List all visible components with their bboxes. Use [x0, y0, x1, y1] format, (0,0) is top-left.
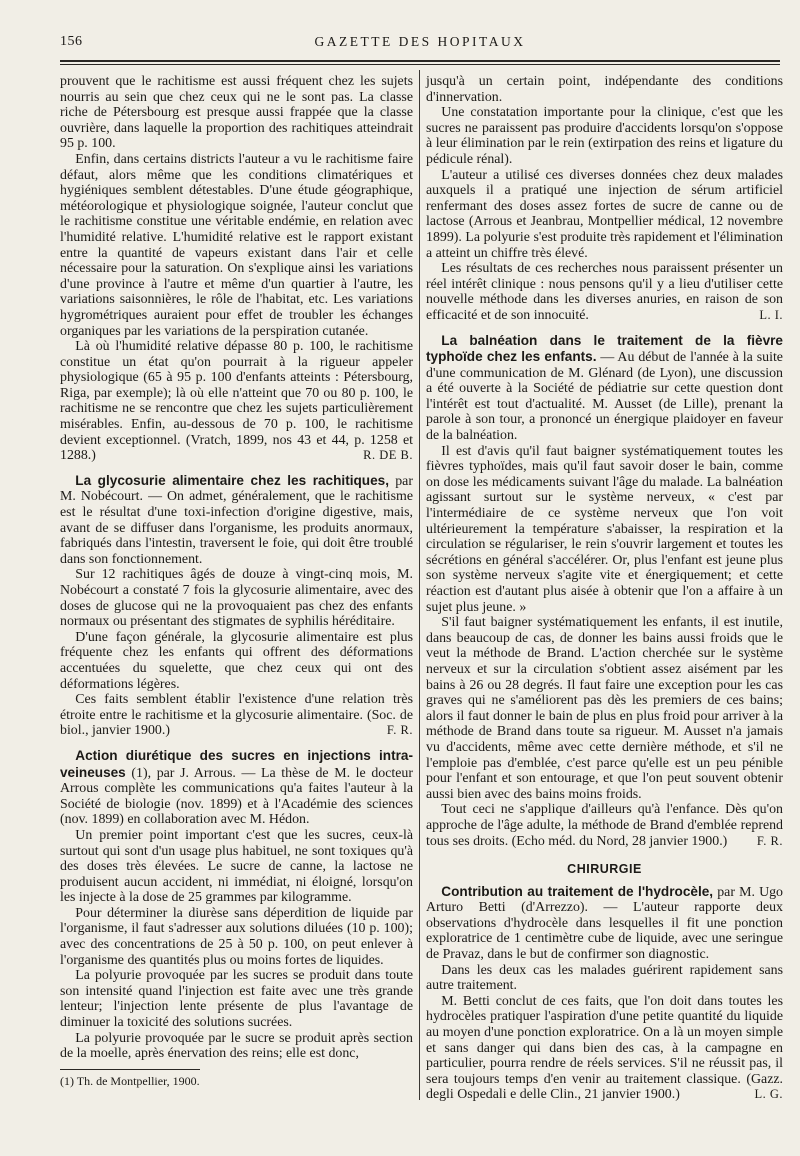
left-column [60, 74, 413, 1089]
paragraph: Dans les deux cas les malades guérirent rapidement sans autre traitement. [426, 962, 783, 994]
paragraph-text: Les résultats de ces recherches nous paraissent présenter un réel intérêt clinique : nous pensons qu'il y a lieu d'utiliser cette nouvelle méthode dans les diverses anuries, en raison de son efficacité et de son innocuité. [426, 261, 783, 323]
paragraph: L'auteur a utilisé ces diverses données chez deux malades auxquels il a pratiqué une injection de sérum artificiel renfermant des doses assez fortes de sucre de canne ou de lactose (Arrous et Jeanbrau, Montpellier médical, 12 novembre 1899). La polyurie s'est produite très rapidement et l'élimination a atteint un chiffre très élevé. [426, 167, 783, 261]
paragraph: Sur 12 rachitiques âgés de douze à vingt-cinq mois, M. Nobécourt a constaté 7 fois la glycosurie alimentaire, avec des doses de glucose qui ne la provoquaient pas chez des enfants normaux ou présentant des stigmates de syphilis héréditaire. [60, 567, 413, 630]
paragraph: La polyurie provoquée par les sucres se produit dans toute son intensité quand l'injection est faite avec une très grande lenteur; l'injection lente présente de plus l'avantage de diminuer la toxicité des solutions sucrées. [60, 968, 413, 1031]
paragraph-text: Tout ceci ne s'applique d'ailleurs qu'à l'enfance. Dès qu'on approche de l'âge adulte, la méthode de Brand d'emblée reprend tous ses droits. (Echo méd. du Nord, 28 janvier 1900.) [426, 802, 783, 849]
paragraph-text: — Au début de l'année à la suite d'une communication de M. Glénard (de Lyon), une discussion a été ouverte à la Société de pédiatrie sur cette question dont l'intérêt est tout d'actualité. M. Ausset (de Lille), prenant la parole à son tour, a prononcé un énergique plaidoyer en faveur de la balnéation. [426, 350, 783, 444]
paragraph [426, 261, 783, 323]
paragraph: prouvent que le rachitisme est aussi fréquent chez les sujets nourris au sein que chez ceux qui ne le sont pas. La classe riche de Pétersbourg est presque aussi frappée que la classe ouvrière, dans laquelle la proportion des rachitiques atteindrait 95 p. 100. [60, 74, 413, 152]
paragraph [60, 339, 413, 464]
paragraph-text: Là où l'humidité relative dépasse 80 p. 100, le rachitisme constitue un état qu'on pourrait à la rigueur appeler physiologique (65 à 95 p. 100 d'enfants atteints : Pétersbourg, Riga, par exemple); là où elle n'atteint que 70 ou 80 p. 100, le rachitisme ne se rencontre que chez les sujets particulièrement misérables. Enfin, au-dessous de 70 p. 100, le rachitisme devient exceptionnel. (Vratch, 1899, nos 43 et 44, p. 1258 et 1288.) [60, 339, 413, 464]
author-signature: F. R. [756, 833, 783, 848]
paragraph-text: par M. Nobécourt. — On admet, généralement, que le rachitisme est le résultat d'une toxi-infection d'origine digestive, mais, avant de se diffuser dans l'organisme, les produits anormaux, fabriqués dans l'intestin, traversent le foie, qui doit être troublé dans son fonctionnement. [60, 473, 413, 567]
author-signature: L. I. [759, 307, 783, 322]
article-glycosurie [60, 473, 413, 568]
paragraph-text: par M. Ugo Arturo Betti (d'Arrezzo). — L'auteur rapporte deux observations d'hydrocèle dans lesquelles il fit une ponction exploratrice de 1 centimètre cube de liquide, avec une seringue de Pravaz, dans le but de confirmer son diagnostic. [426, 884, 783, 963]
page-number: 156 [60, 34, 83, 49]
paragraph [426, 802, 783, 849]
author-signature: F. R. [386, 723, 413, 738]
paragraph: La polyurie provoquée par le sucre se produit après section de la moelle, après énervation des reins; elle est donc, [60, 1030, 413, 1062]
paragraph: Pour déterminer la diurèse sans déperdition de liquide par l'organisme, il faut s'adresser aux solutions diluées (10 p. 100); avec des concentrations de 25 à 50 p. 100, on peut enlever à l'organisme des quantités plus ou moins fortes de liquides. [60, 905, 413, 968]
header-rule [60, 60, 780, 62]
article-title: La glycosurie alimentaire chez les rachitiques, [75, 472, 389, 488]
paragraph: Enfin, dans certains districts l'auteur a vu le rachitisme faire défaut, alors même que les conditions climatériques et hygiéniques semblent détestables. D'une étude géographique, météorologique et physiologique soignée, l'auteur conclut que le rachitisme constitue une véritable endémie, en relation avec l'humidité relative. L'humidité relative est le rapport existant entre la quantité de vapeurs existant dans l'air et celle nécessaire pour la saturation. On s'explique ainsi les variations d'une province à l'autre et même d'un quartier à l'autre, les variations saisonnières, le rôle de l'habitat, etc. Les variations hygrométriques auraient pour effet de troubler les échanges organiques par les variations de la perspiration cutanée. [60, 151, 413, 339]
column-divider [419, 70, 420, 1100]
section-heading: CHIRURGIE [567, 862, 642, 877]
paragraph: D'une façon générale, la glycosurie alimentaire est plus fréquente chez les enfants qui offrent des déformations accentuées du squelette, que chez ceux qui ont des déformations légères. [60, 629, 413, 692]
footnote: (1) Th. de Montpellier, 1900. [60, 1073, 200, 1088]
paragraph-text: (1), par J. Arrous. — La thèse de M. le docteur Arrous complète les communications qu'a faites l'auteur à la Société de biologie (nov. 1899) et à l'Académie des sciences (nov. 1899) en collaboration avec M. Hédon. [60, 765, 413, 828]
paragraph [426, 994, 783, 1103]
right-column [426, 74, 783, 1103]
article-hydrocele [426, 884, 783, 963]
paragraph [60, 692, 413, 739]
page-header [60, 32, 780, 54]
footnote-rule [60, 1069, 200, 1070]
paragraph: Il est d'avis qu'il faut baigner systématiquement toutes les fièvres typhoïdes, mais qu'il faut savoir doser le bain, comme on dose les médicaments suivant l'âge du malade. La balnéation agissant surtout sur le système nerveux, « c'est par l'intermédiaire de ce système nerveux que l'on voit ultérieurement la température s'abaisser, la respiration et la circulation se régulariser, le rein s'ouvrir largement et toutes les sécrétions en général s'accélérer. Or, plus l'enfant est jeune plus son système nerveux s'agite vite et énergiquement; et cette réaction est d'autant plus aisée à obtenir que l'on a affaire à un sujet plus jeune. » [426, 443, 783, 615]
running-title: GAZETTE DES HOPITAUX [314, 34, 526, 49]
paragraph: jusqu'à un certain point, indépendante des conditions d'innervation. [426, 74, 783, 105]
article-title: Action diurétique des sucres en injections intra-veineuses [60, 747, 413, 780]
article-title: Contribution au traitement de l'hydrocèle, [441, 883, 714, 899]
author-signature: L. G. [754, 1087, 783, 1102]
paragraph-text: Ces faits semblent établir l'existence d'une relation très étroite entre le rachitisme et la glycosurie alimentaire. (Soc. de biol., janvier 1900.) [60, 692, 413, 739]
paragraph: Une constatation importante pour la clinique, c'est que les sucres ne paraissent pas produire d'accidents lorsqu'on s'oppose à leur élimination par le rein (extirpation des reins et ligature du pédicule rénal). [426, 105, 783, 167]
paragraph: S'il faut baigner systématiquement les enfants, il est inutile, dans beaucoup de cas, de donner les bains aussi froids que le veut la méthode de Brand. L'action cherchée sur le système nerveux et sur la circulation s'obtient assez aisément par les bains à 26 ou 28 degrés. Il faut faire une exception pour les cas graves qui ne s'améliorent pas dès les premiers de ces bains; alors il faut donner le bain de plus en plus froid pour arriver à la méthode de Brand dans toute sa rigueur. M. Ausset n'a jamais vu d'accidents, même avec cette dernière méthode, et s'il ne l'emploie pas d'emblée, c'est parce qu'elle est un peu pénible pour l'enfant et son entourage, et que l'on peut souvent obtenir aussi bien avec des bains moins froids. [426, 615, 783, 802]
article-balneation [426, 333, 783, 444]
article-diuretique [60, 748, 413, 828]
paragraph-text: M. Betti conclut de ces faits, que l'on doit dans toutes les hydrocèles pratiquer l'aspiration d'une petite quantité du liquide au moyen d'une ponction exploratrice. On a là un moyen simple et sans danger qui dans bien des cas, à la campagne en particulier, pourra rendre de réels services. S'il ne réussit pas, il sera toujours temps d'en venir au traitement classique. (Gazz. degli Ospedali e delle Clin., 21 janvier 1900.) [426, 993, 783, 1103]
header-rule-thin [60, 64, 780, 65]
author-signature: R. DE B. [363, 448, 413, 463]
paragraph: Un premier point important c'est que les sucres, ceux-là surtout qui sont d'un usage plus habituel, ne sont toxiques qu'à des doses très élevées. Le sucre de canne, la lactose ne produisent aucun accident, ni immédiat, ni éloigné, lorsqu'on les injecte à la dose de 25 grammes par kilogramme. [60, 827, 413, 906]
article-title: La balnéation dans le traitement de la fièvre typhoïde chez les enfants. [426, 332, 783, 365]
